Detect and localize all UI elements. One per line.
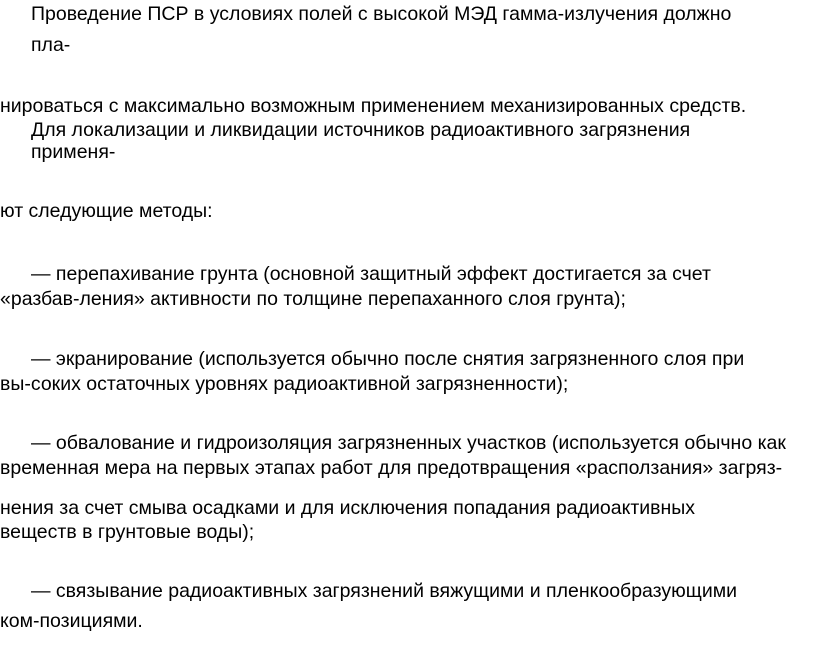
list-item-4-line-2: ком-позициями.	[0, 610, 143, 632]
text-line-5: применя-	[31, 141, 116, 163]
text-line-2: пла-	[31, 34, 71, 56]
list-item-1-line-1: — перепахивание грунта (основной защитный эффект достигается за счет	[31, 263, 711, 285]
list-item-3-line-1: — обвалование и гидроизоляция загрязненных участков (используется обычно как	[31, 432, 786, 454]
list-item-2-line-2: вы-соких остаточных уровнях радиоактивной загрязненности);	[0, 373, 569, 395]
text-line-1: Проведение ПСР в условиях полей с высокой МЭД гамма-излучения должно	[31, 3, 732, 25]
list-item-1-line-2: «разбав-ления» активности по толщине перепаханного слоя грунта);	[0, 288, 626, 310]
text-line-6: ют следующие методы:	[0, 200, 213, 222]
list-item-3-line-4: веществ в грунтовые воды);	[0, 521, 255, 543]
list-item-3-line-2: временная мера на первых этапах работ для предотвращения «расползания» загряз-	[0, 457, 783, 479]
list-item-2-line-1: — экранирование (используется обычно после снятия загрязненного слоя при	[31, 348, 745, 370]
list-item-4-line-1: — связывание радиоактивных загрязнений вяжущими и пленкообразующими	[31, 580, 738, 602]
list-item-3-line-3: нения за счет смыва осадками и для исключения попадания радиоактивных	[0, 497, 696, 519]
text-line-3: нироваться с максимально возможным применением механизированных средств.	[0, 95, 747, 117]
text-line-4: Для локализации и ликвидации источников радиоактивного загрязнения	[31, 119, 691, 141]
